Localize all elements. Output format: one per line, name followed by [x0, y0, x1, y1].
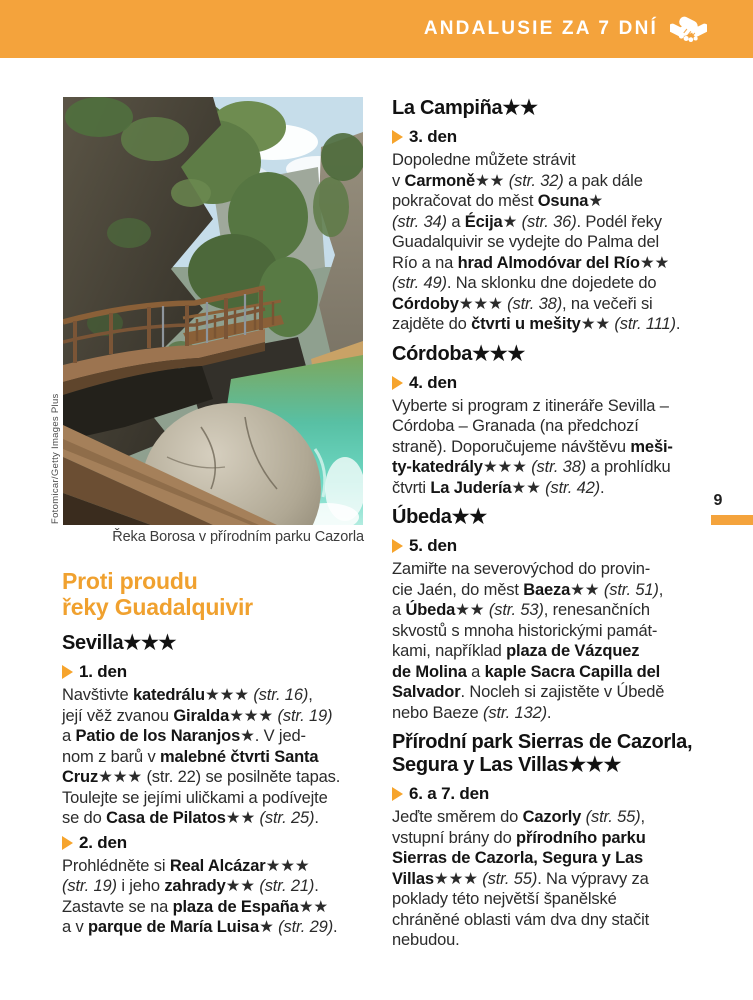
- text-run: cie Jaén, do měst: [392, 580, 524, 599]
- text-run: ★★: [639, 253, 670, 272]
- text-run: straně). Doporučujeme návštěvu: [392, 437, 631, 456]
- text-run: Jeďte směrem do: [392, 808, 523, 826]
- text-run: (str. 51): [603, 580, 659, 599]
- text-line: [392, 703, 722, 724]
- text-run: . Na výpravy za: [537, 869, 649, 888]
- text-line: [62, 685, 372, 706]
- text-run: nom z barů v: [62, 747, 161, 766]
- text-run: (str. 38): [507, 294, 563, 313]
- text-run: Zastavte se na: [62, 897, 173, 916]
- text-line: [392, 212, 722, 233]
- section-title-line: La Campiña★★: [392, 97, 538, 119]
- text-run: katedrálu: [132, 686, 205, 704]
- text-line: [392, 416, 722, 437]
- text-line: [62, 876, 372, 897]
- text-run: (str. 19): [277, 706, 333, 725]
- text-run: přírodního parku: [516, 828, 646, 847]
- text-line: [392, 848, 722, 869]
- handshake-icon: [670, 14, 707, 44]
- text-run: Casa de Pilatos: [106, 809, 226, 827]
- section-title: [392, 731, 722, 777]
- text-line: [392, 641, 722, 662]
- section-title-line: Córdoba★★★: [392, 342, 526, 365]
- text-run: a: [466, 662, 485, 681]
- text-run: .: [333, 918, 338, 936]
- text-run: . Na sklonku dne dojedete do: [446, 274, 657, 292]
- text-run: ty-katedrály: [392, 458, 483, 476]
- photo-caption: Řeka Borosa v přírodním parku Cazorla: [112, 529, 364, 545]
- text-run: Navštivte: [62, 686, 133, 704]
- text-line: [392, 314, 722, 335]
- text-run: kami, například: [392, 642, 507, 660]
- text-run: skvostů s mnoha historickými památ-: [392, 621, 658, 640]
- left-column: [62, 568, 372, 938]
- page-number: 9: [713, 492, 723, 509]
- text-run: parque de María Luisa: [88, 918, 260, 936]
- text-run: Guadalquivir se vydejte do Palma del: [392, 233, 660, 251]
- text-run: Real Alcázar: [169, 856, 266, 875]
- text-run: .: [314, 877, 319, 895]
- text-line: [62, 788, 372, 809]
- text-line: [392, 478, 722, 499]
- text-run: Úbeda: [405, 601, 456, 619]
- text-line: [62, 856, 372, 877]
- section-title: [392, 343, 722, 366]
- text-run: Baeza: [523, 580, 571, 599]
- text-line: [392, 889, 722, 910]
- text-run: (str. 19): [62, 877, 117, 895]
- triangle-right-icon: [392, 787, 403, 801]
- itinerary-paragraph: [392, 559, 722, 723]
- day-label: [392, 536, 722, 556]
- text-run: ★: [588, 192, 603, 210]
- text-run: Écija: [464, 212, 503, 231]
- text-run: (str. 111): [614, 315, 676, 333]
- text-line: [62, 767, 372, 788]
- triangle-right-icon: [392, 539, 403, 553]
- text-run: Córdoby: [392, 294, 459, 313]
- text-line: [392, 273, 722, 294]
- text-line: [392, 396, 722, 417]
- text-line: [392, 437, 722, 458]
- text-run: a: [446, 212, 465, 231]
- text-run: ★★: [298, 897, 328, 916]
- section-title: [392, 97, 722, 120]
- text-run: ★★: [570, 580, 604, 599]
- day-label: [392, 127, 722, 147]
- text-run: . Podél řeky: [576, 212, 662, 231]
- itinerary-paragraph: [392, 396, 722, 499]
- text-run: Patio de los Naranjos: [75, 727, 241, 745]
- text-line: [392, 559, 722, 580]
- section-title: [392, 506, 722, 529]
- text-run: čtvrti u mešity: [471, 315, 581, 333]
- triangle-right-icon: [62, 665, 73, 679]
- text-line: [62, 747, 372, 768]
- text-line: [392, 662, 722, 683]
- text-run: se do: [62, 809, 107, 827]
- text-run: .: [546, 703, 552, 722]
- text-run: ★★★: [482, 458, 532, 476]
- triangle-right-icon: [62, 836, 73, 850]
- text-run: Río a na: [392, 253, 458, 272]
- text-run: Zamiřte na severovýchod do provin-: [392, 560, 651, 578]
- text-run: ,: [308, 686, 313, 704]
- text-run: a: [62, 727, 76, 745]
- day-label: [62, 662, 372, 682]
- itinerary-paragraph: [62, 685, 372, 829]
- text-run: Villas: [392, 869, 434, 888]
- right-column: [392, 97, 722, 951]
- text-run: nebo Baeze: [392, 703, 484, 722]
- text-run: ★★: [455, 601, 489, 619]
- intro-heading: [62, 568, 372, 620]
- text-run: (str. 55): [482, 869, 538, 888]
- text-run: ★: [259, 918, 279, 936]
- section-title-line: Sevilla★★★: [62, 632, 177, 654]
- text-line: [392, 600, 722, 621]
- text-run: zahrady: [164, 877, 226, 895]
- text-run: ★★★: [204, 686, 254, 704]
- section-title-line: Přírodní park Sierras de Cazorla,: [392, 731, 693, 753]
- text-line: [62, 897, 372, 918]
- text-run: a v: [62, 918, 88, 936]
- text-run: Toulejte se jejími uličkami a podívejte: [62, 788, 328, 807]
- text-run: plaza de Vázquez: [506, 642, 640, 660]
- text-run: ★★: [475, 171, 509, 190]
- day-label-text: 1. den: [79, 662, 127, 681]
- section-title-line: Úbeda★★: [392, 506, 487, 528]
- day-label-text: 4. den: [409, 372, 457, 392]
- itinerary-paragraph: [392, 150, 722, 335]
- text-run: ★★★: [265, 856, 310, 875]
- text-run: (str. 53): [488, 601, 544, 619]
- text-run: Vyberte si program z itineráře Sevilla –: [392, 396, 669, 415]
- section-title: [62, 632, 372, 655]
- text-run: (str. 16): [253, 686, 309, 704]
- intro-heading-line: řeky Guadalquivir: [62, 594, 253, 620]
- right-sections: [392, 97, 722, 951]
- day-label: [392, 784, 722, 804]
- text-line: [62, 726, 372, 747]
- day-label: [392, 373, 722, 393]
- header-bar: [0, 0, 753, 58]
- text-run: ★★: [511, 478, 546, 497]
- text-run: (str. 38): [531, 458, 587, 476]
- text-run: Sierras de Cazorla, Segura y Las: [392, 849, 644, 867]
- text-run: ★★: [580, 315, 615, 333]
- text-run: Prohlédněte si: [62, 856, 170, 875]
- text-run: (str. 36): [521, 212, 577, 231]
- text-run: (str. 34): [392, 212, 447, 231]
- text-run: a: [392, 601, 406, 619]
- text-run: (str. 32): [508, 171, 564, 190]
- text-run: chráněné oblasti vám dva dny stačit: [392, 910, 650, 929]
- photo-credit: Fotomicar/Getty Images Plus: [50, 393, 61, 524]
- text-run: kaple Sacra Capilla del: [484, 662, 661, 681]
- day-label-text: 2. den: [79, 832, 127, 852]
- text-run: (str. 49): [392, 274, 447, 292]
- text-run: ★★★: [433, 869, 483, 888]
- text-line: [392, 150, 722, 171]
- day-label-text: 3. den: [409, 127, 457, 146]
- text-run: malebné čtvrti Santa: [160, 747, 319, 766]
- text-line: [392, 232, 722, 253]
- text-run: ★★★: [229, 706, 278, 725]
- text-run: ★★: [225, 877, 260, 895]
- text-run: čtvrti: [392, 478, 431, 497]
- text-run: (str. 21): [259, 877, 315, 895]
- text-run: nebudou.: [392, 931, 460, 949]
- text-run: (str. 132): [483, 703, 547, 722]
- text-line: [392, 807, 722, 828]
- itinerary-paragraph: [62, 856, 372, 938]
- text-run: ★: [502, 212, 522, 231]
- text-run: Dopoledne můžete strávit: [392, 151, 576, 169]
- text-run: vstupní brány do: [392, 828, 517, 847]
- text-run: hrad Almodóvar del Río: [457, 253, 640, 272]
- text-line: [392, 910, 722, 931]
- text-run: ,: [658, 580, 664, 599]
- text-run: , na večeři si: [562, 294, 653, 313]
- text-run: .: [314, 809, 319, 827]
- text-run: ★. V jed-: [240, 727, 306, 745]
- text-run: pokračovat do měst: [392, 192, 538, 210]
- text-run: ★★★: [458, 294, 508, 313]
- text-line: [392, 621, 722, 642]
- text-run: (str. 25): [259, 809, 315, 827]
- text-run: Carmoně: [404, 171, 476, 190]
- text-run: .: [600, 478, 605, 497]
- left-sections: [62, 632, 372, 938]
- text-run: a prohlídku: [586, 458, 671, 476]
- section-title-line: Segura y Las Villas★★★: [392, 754, 622, 776]
- text-run: ★★: [225, 809, 260, 827]
- text-line: [392, 294, 722, 315]
- text-run: její věž zvanou: [62, 706, 174, 725]
- text-line: [392, 580, 722, 601]
- day-label-text: 6. a 7. den: [409, 784, 490, 803]
- text-line: [392, 930, 722, 951]
- text-run: , renesančních: [543, 601, 650, 619]
- text-run: .: [675, 315, 681, 333]
- text-run: ★★★ (str. 22) se posilněte tapas.: [98, 768, 341, 786]
- text-run: v: [392, 171, 405, 190]
- text-run: Córdoba – Granada (na předchozí: [392, 417, 639, 435]
- text-run: Cruz: [62, 768, 99, 786]
- text-run: La Judería: [430, 478, 512, 497]
- text-line: [392, 191, 722, 212]
- text-line: [62, 917, 372, 938]
- text-run: de Molina: [392, 662, 467, 681]
- text-run: ,: [640, 808, 645, 826]
- text-run: zajděte do: [392, 315, 472, 333]
- text-run: . Nocleh si zajistěte v Úbedě: [460, 683, 665, 701]
- text-run: i jeho: [116, 877, 165, 895]
- intro-heading-line: Proti proudu: [62, 568, 198, 594]
- text-run: (str. 29): [278, 918, 334, 936]
- text-run: meši-: [630, 437, 673, 456]
- day-label: [62, 833, 372, 853]
- itinerary-paragraph: [392, 807, 722, 951]
- text-line: [392, 253, 722, 274]
- text-run: (str. 55): [585, 808, 641, 826]
- text-run: Osuna: [537, 192, 589, 210]
- text-line: [62, 706, 372, 727]
- text-line: [392, 457, 722, 478]
- triangle-right-icon: [392, 130, 403, 144]
- text-run: Giralda: [173, 706, 230, 725]
- header-title: ANDALUSIE ZA 7 DNÍ: [423, 18, 658, 39]
- text-run: plaza de España: [172, 897, 299, 916]
- gorge-photo: [63, 97, 363, 525]
- text-line: [392, 682, 722, 703]
- text-run: (str. 42): [545, 478, 601, 497]
- text-run: a pak dále: [563, 171, 643, 190]
- text-run: Cazorly: [522, 808, 582, 826]
- day-label-text: 5. den: [409, 536, 457, 555]
- text-run: poklady této největší španělské: [392, 890, 617, 908]
- text-line: [62, 808, 372, 829]
- triangle-right-icon: [392, 376, 403, 390]
- gorge-photo-illustration: [63, 97, 363, 525]
- text-line: [392, 869, 722, 890]
- text-line: [392, 171, 722, 192]
- text-line: [392, 828, 722, 849]
- text-run: Salvador: [392, 683, 461, 701]
